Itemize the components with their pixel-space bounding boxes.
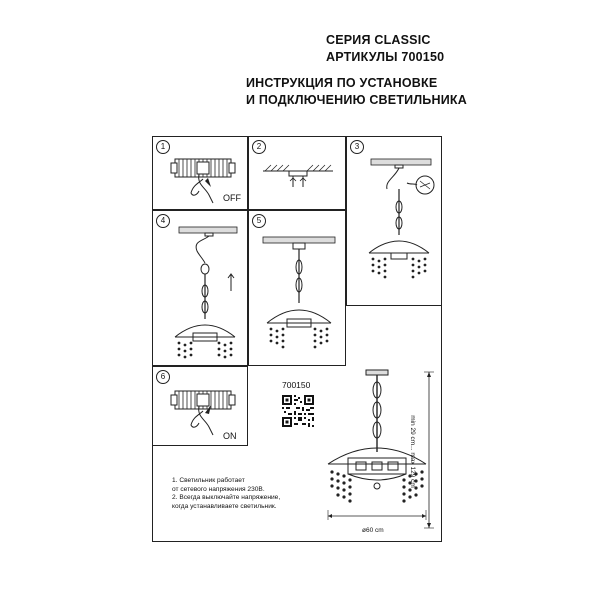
diameter-label: ø60 cm — [362, 527, 384, 534]
ceiling-mount-icon — [249, 137, 347, 211]
step-2-panel — [248, 136, 346, 210]
hang-chandelier-icon — [347, 137, 443, 307]
step-5-panel — [248, 210, 346, 366]
height-label: min 29 cm... max 129 cm — [408, 415, 416, 488]
height-dimension-line — [422, 370, 436, 530]
note-line: 2. Всегда выключайте напряжение, — [172, 494, 281, 502]
note-line: 1. Светильник работает — [172, 477, 245, 484]
off-label: OFF — [223, 193, 241, 203]
step-4-number: 4 — [156, 214, 170, 228]
step-2-number: 2 — [252, 140, 266, 154]
step-3-panel — [346, 136, 442, 306]
step-1-panel — [152, 136, 248, 210]
note-line: когда устанавливаете светильник. — [172, 502, 277, 510]
step-3-number: 3 — [350, 140, 364, 154]
instruction-title-line1: ИНСТРУКЦИЯ ПО УСТАНОВКЕ — [246, 76, 438, 90]
step-4-panel — [152, 210, 248, 366]
on-label: ON — [223, 431, 237, 441]
step-6-panel — [152, 366, 248, 446]
qr-code-icon — [281, 394, 315, 428]
instruction-title-line2: И ПОДКЛЮЧЕНИЮ СВЕТИЛЬНИКА — [246, 93, 467, 107]
chandelier-drawing — [320, 366, 438, 534]
note-line: от сетевого напряжения 230В. — [172, 485, 265, 493]
wiring-connect-icon — [153, 211, 249, 367]
series-title: СЕРИЯ CLASSIC — [326, 33, 431, 47]
product-article: 700150 — [282, 380, 311, 390]
safety-notes — [172, 477, 322, 511]
article-title: АРТИКУЛЫ 700150 — [326, 50, 445, 64]
fix-canopy-icon — [249, 211, 347, 367]
step-5-number: 5 — [252, 214, 266, 228]
step-6-number: 6 — [156, 370, 170, 384]
step-1-number: 1 — [156, 140, 170, 154]
